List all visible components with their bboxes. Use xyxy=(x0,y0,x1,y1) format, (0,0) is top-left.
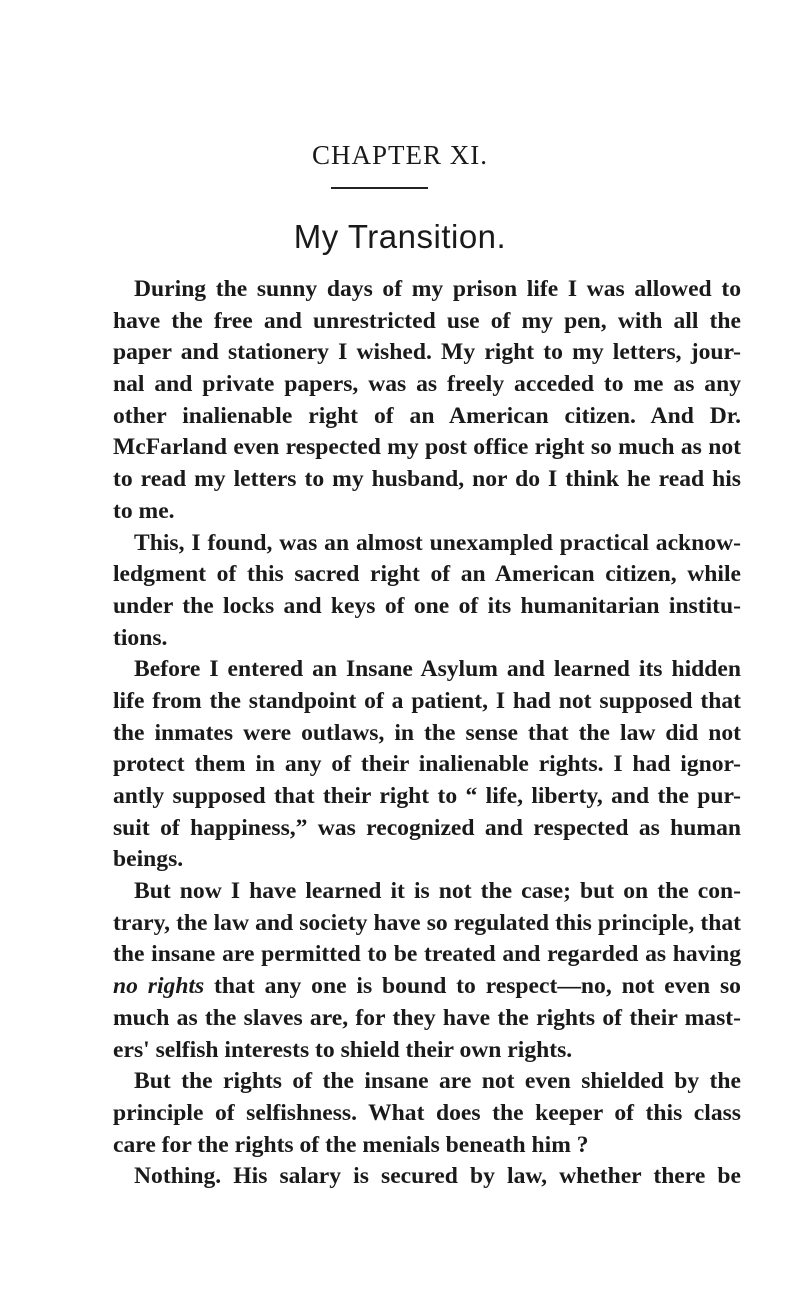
text-line: care for the rights of the menials beneath him ? xyxy=(113,1131,589,1158)
text-line: to read my letters to my husband, nor do I think he read his xyxy=(113,466,741,493)
text-line: ers' selfish interests to shield their own rights. xyxy=(113,1036,573,1063)
text-line: protect them in any of their inalienable rights. I had ignor- xyxy=(113,751,741,778)
text-line-rest: that any one is bound to respect—no, not even so xyxy=(204,973,741,1000)
text-line xyxy=(113,971,741,1003)
text-line: During the sunny days of my prison life I was allowed to xyxy=(134,276,741,302)
text-line: beings. xyxy=(113,846,184,873)
text-line: under the locks and keys of one of its humanitarian institu- xyxy=(113,592,741,619)
text-line: other inalienable right of an American citizen. And Dr. xyxy=(113,402,741,429)
text-line: Before I entered an Insane Asylum and learned its hidden xyxy=(134,656,741,683)
text-line: This, I found, was an almost unexampled practical acknow- xyxy=(134,529,741,556)
text-line: to me. xyxy=(113,497,175,524)
text-line: But the rights of the insane are not even shielded by the xyxy=(134,1068,741,1095)
text-line: trary, the law and society have so regulated this principle, that xyxy=(113,909,741,936)
text-line: McFarland even respected my post office right so much as not xyxy=(113,434,741,461)
italic-emphasis: no rights xyxy=(113,973,205,1000)
text-line: have the free and unrestricted use of my pen, with all the xyxy=(113,307,741,334)
text-line: the inmates were outlaws, in the sense that the law did not xyxy=(113,719,741,746)
text-line: antly supposed that their right to “ life, liberty, and the pur- xyxy=(113,783,741,809)
text-line: Nothing. His salary is secured by law, whether there be xyxy=(134,1163,741,1190)
text-line: ledgment of this sacred right of an American citizen, while xyxy=(113,561,741,588)
text-line: tions. xyxy=(113,624,168,651)
text-line: life from the standpoint of a patient, I had not supposed that xyxy=(113,687,741,714)
text-line: nal and private papers, was as freely acceded to me as any xyxy=(113,371,741,398)
chapter-title: My Transition. xyxy=(293,218,507,255)
chapter-heading: CHAPTER XI. xyxy=(311,140,488,170)
text-line: paper and stationery I wished. My right to my letters, jour- xyxy=(113,339,741,366)
text-line: the insane are permitted to be treated and regarded as having xyxy=(113,941,741,968)
text-line: much as the slaves are, for they have the rights of their mast- xyxy=(113,1004,741,1031)
text-line: suit of happiness,” was recognized and respected as human xyxy=(113,814,741,841)
body-text xyxy=(113,274,741,1193)
heading-rule xyxy=(331,187,428,189)
text-line: But now I have learned it is not the case; but on the con- xyxy=(134,878,741,905)
text-line: principle of selfishness. What does the keeper of this class xyxy=(113,1099,741,1126)
